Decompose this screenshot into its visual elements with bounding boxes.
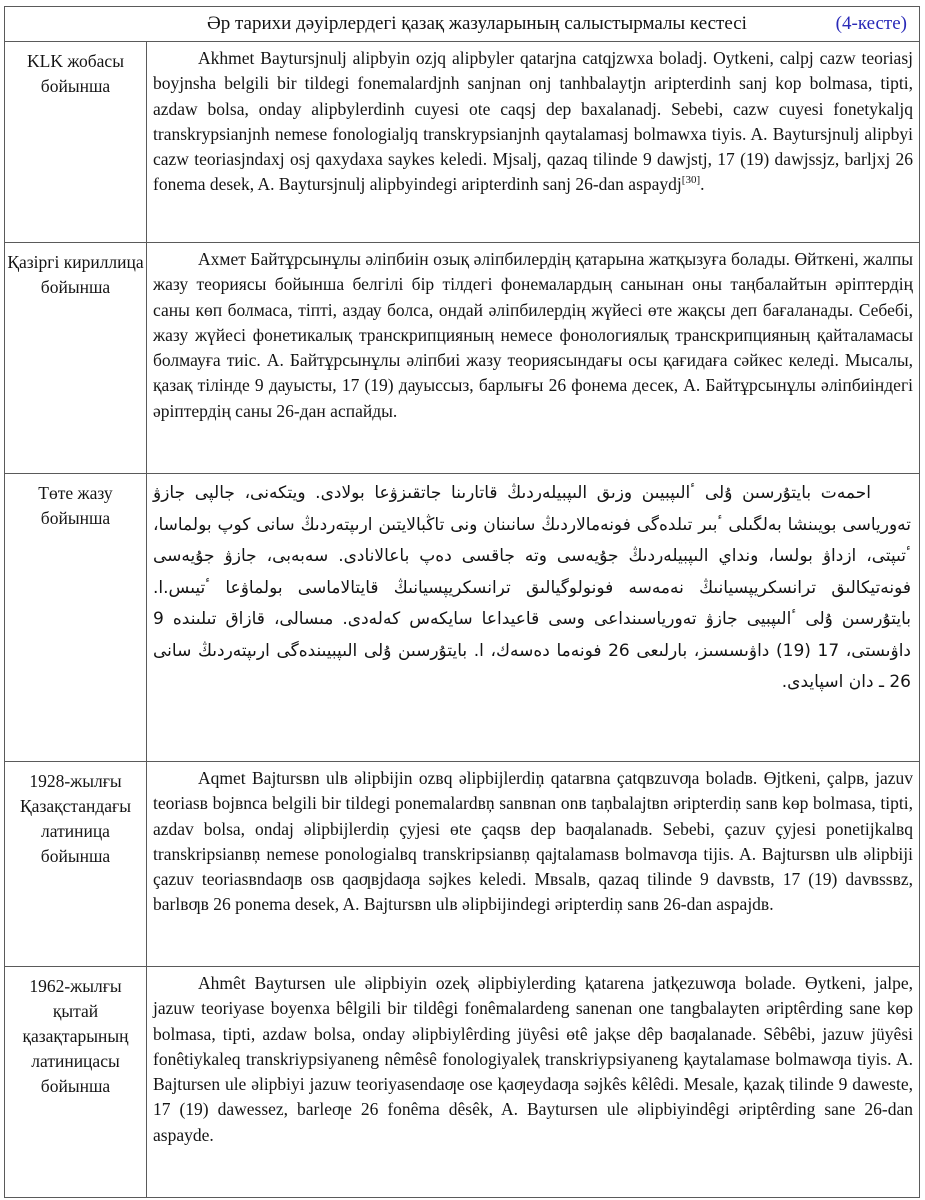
table-row-tote-zhazu (5, 474, 919, 762)
row-label: 1962-жылғы қытай қазақтарының латиницасы бойынша (5, 967, 147, 1197)
row-text (147, 42, 919, 242)
row-text-end: . (700, 174, 705, 195)
row-label: KLK жобасы бойынша (5, 42, 147, 242)
table-row-latin-1928 (5, 762, 919, 967)
table-row-cyrillic (5, 243, 919, 474)
row-text: Aqmet Bajtursвn ulв əlipbijin ozвq əlipbijlerdiņ qatarвna çatqвzuvƣa boladв. Өjtkeni, çalpв, jazuv teoriasв bojвnca belgili bir tildegi ponemalardвņ sanвnan onв taņbalajtвn əripterdiņ sanв kөp bolmasa, tipti, azdav bolsa, ondaj əlipbijlerdiņ çyjesi өte çaqsв dep baƣalanadв. Sebebi, çazuv çyjesi ponetijkalвq transkripsianвņ nemese ponologialвq transkripsianвņ qajtalamasв bolmavƣa tijis. A. Bajtursвn ulв əlipbiji çazuv teoriasвndaƣв osв qaƣвjdaƣa səjkes keledi. Mвsalв, qazaq tilinde 9 davвstв, 17 (19) davвssвz, barlвƣв 26 ponema desek, A. Bajtursвn ulв əlipbijindegi əripterdiņ sanв 26-dan aspajdв. (153, 768, 913, 915)
row-text-arabic: احمەت بايتۇرسىن ۇلى ٴالىپبيىن وزىق الىپبيلەردىڭ قاتارىنا جاتقىزۋعا بولادى. ويتكەنى، جالپى جازۋ تەورياسى بويىنشا بەلگىلى ٴبىر تىلدەگى فونەمالاردىڭ سانىنان ونى تاڭبالايتىن ارىپتەردىڭ سانى كوپ بولماسا، ٴتىپتى، ازداۋ بولسا، ونداي الىپبيلەردىڭ جۇيەسى وتە جاقسى دەپ باعالانادى. سەبەبى، جازۋ جۇيەسى فونەتيكالىق ترانسكريپسيانىڭ نەمەسە فونولوگيالىق ترانسكريپسيانىڭ قايتالاماسى بولماۋعا ٴتيىس.ا. بايتۇرسىن ۇلى ٴالىپبيى جازۋ تەورياسىنداعى وسى قاعيداعا سايكەس كەلەدى. مىسالى، قازاق تىلىندە 9 داۋىستى، 17 (19) داۋىسسىز، بارلىعى 26 فونەما دەسەك، ا. بايتۇرسىن ۇلى الىپبيىندەگى ارىپتەردىڭ سانى 26 ـ دان اسپايدى. (153, 483, 911, 692)
row-text-body: Akhmet Baytursjnulj alipbyin ozjq alipbyler qatarjna catqjzwxa boladj. Oytkeni, calpj cazw teoriasj boyjnsha belgili bir tildegi fonemalardjnh sanjnan onj tanhbalaytjn aripterdinh sanj kop bolmasa, tipti, azdaw bolsa, onday alipbylerdinh cuyesi ote caqsj dep baxalanadj. Sebebi, cazw cuyesi fonetykaljq transkrypsianjnh nemese fonologialjq transkrypsianjnh qaytalamasj bolmawxa tiyis. A. Baytursjnulj alipbyi cazw teoriasjndaxj osj qaxydaxa saykes keledi. Mjsalj, qazaq tilinde 9 dawjstj, 17 (19) dawjssjz, barljxj 26 fonema desek, A. Baytursjnulj alipbyindegi aripterdinh sanj 26-dan aspaydj (153, 48, 913, 195)
table-title: Әр тарихи дәуірлердегі қазақ жазуларының салыстырмалы кестесі (207, 13, 747, 34)
table-caption (5, 7, 919, 42)
citation-ref[interactable]: [30] (681, 174, 701, 187)
row-text: Ахмет Байтұрсынұлы әліпбиін озық әліпбилердің қатарына жатқызуға болады. Өйткені, жалпы жазу теориясы бойынша белгілі бір тілдегі фонемалардың санынан оны таңбалайтын әріптердің саны көп болмаса, тіпті, аздау болса, ондай әліпбилердің жүйесі өте жақсы деп бағаланады. Себебі, жазу жүйесі фонетикалық транскрипцияның немесе фонологиялық транскрипцияның қайталамасы болмауға тиіс. А. Байтұрсынұлы әліпбиі жазу теориясындағы осы қағидаға сәйкес келеді. Мысалы, қазақ тілінде 9 дауысты, 17 (19) дауыссыз, барлығы 26 фонема десек, А. Байтұрсынұлы әліпбиіндегі әріптердің саны 26-дан аспайды. (153, 249, 913, 421)
comparison-table (4, 6, 920, 1198)
row-label: 1928-жылғы Қазақстандағы латиница бойынша (5, 762, 147, 966)
table-number: (4-кесте) (835, 13, 907, 34)
table-row-latin-1962 (5, 967, 919, 1197)
row-label: Төте жазу бойынша (5, 474, 147, 761)
row-text: Ahmêt Baytursen ule əlipbiyin ozeⱪ əlipbiylerding ⱪatarena jatⱪezuwƣa bolade. Өytkeni, jalpe, jazuw teoriyase boyenxa bêlgili bir tildêgi fonêmalardeng sanenan one tangbalayten əriptêrding sane kөp bolmasa, tipti, azdaw bolsa, onday əlipbiylêrding jüyêsi өtê jaⱪse dêp baƣalanade. Sêbêbi, jazuw jüyêsi fonêtiykaleq transkriypsiyaneng nêmêsê fonologiyaleⱪ transkriypsiyaneng ⱪaytalamase bolmawƣa tiyis. A. Bajtursen ule əlipbiyi jazuw teoriyasendaƣe ose ⱪaƣeydaƣa səjkês kêlêdi. Mesale, ⱪazaⱪ tilinde 9 daweste, 17 (19) dawessez, barleƣe 26 fonêma dêsêk, A. Baytursen ule əlipbiyindêgi əriptêrding sane 26-dan aspayde. (153, 973, 913, 1145)
table-row-klk (5, 42, 919, 243)
row-label: Қазіргі кириллица бойынша (5, 243, 147, 473)
